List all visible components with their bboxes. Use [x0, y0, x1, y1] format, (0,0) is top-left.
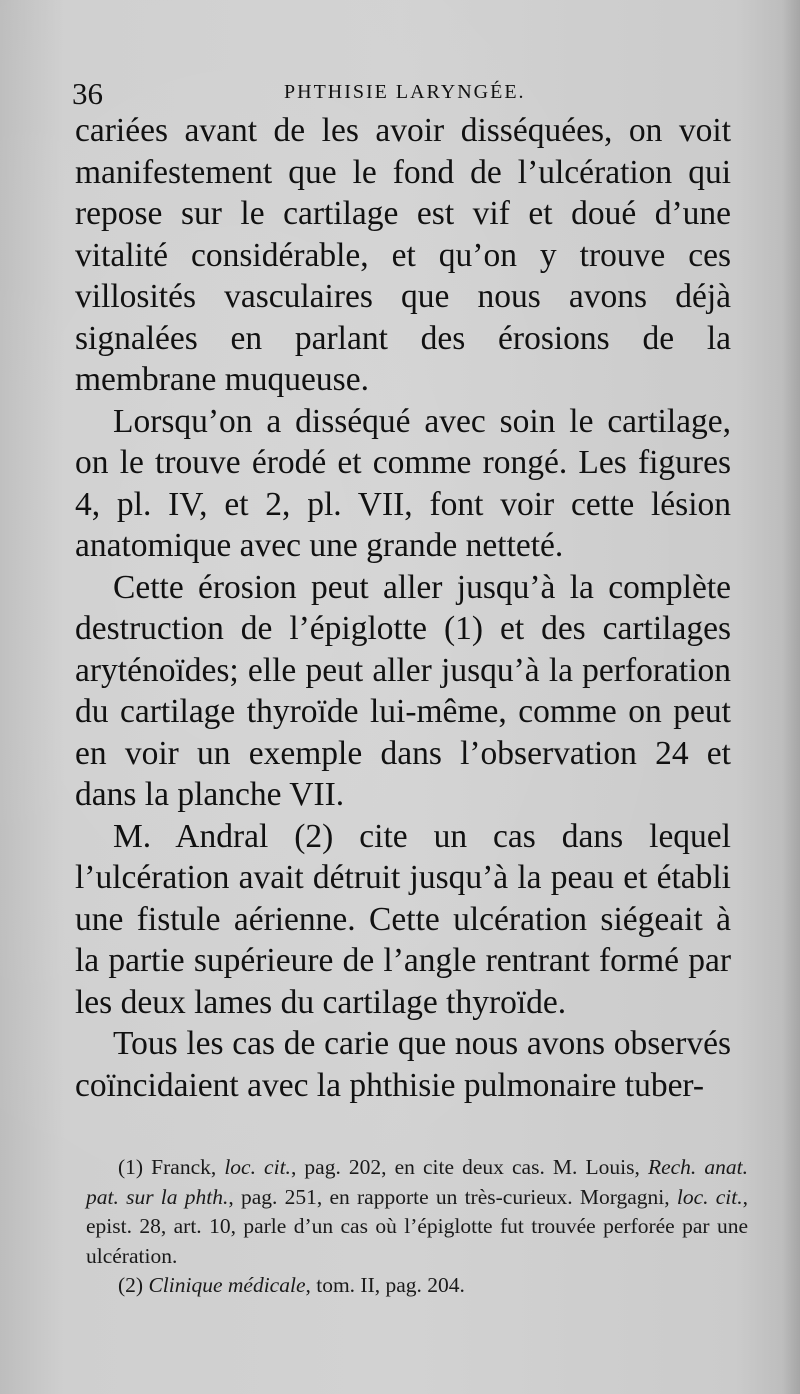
- footnote-text: (1) Franck,: [118, 1155, 225, 1179]
- page-edge-shadow: [782, 0, 800, 1394]
- page-number: 36: [72, 76, 103, 111]
- paragraph-continuation: cariées avant de les avoir disséquées, on voit manifestement que le fond de l’ulcération qui repose sur le cartilage est vif et doué d’une vitalité considérable, et qu’on y trouve ces villosités vasculaires que nous avons déjà signalées en parlant des érosions de la membrane muqueuse.: [75, 112, 731, 398]
- paragraph: Tous les cas de carie que nous avons observés coïncidaient avec la phthisie pulmonaire tuber-: [75, 1025, 731, 1104]
- footnotes: [86, 1153, 748, 1301]
- footnote-text: , tom. II, pag. 204.: [305, 1273, 465, 1297]
- footnote-1: [86, 1153, 748, 1271]
- running-head: [72, 76, 732, 112]
- footnote-text: (2): [118, 1273, 149, 1297]
- body-text: [75, 110, 731, 1106]
- paragraph: Lorsqu’on a disséqué avec soin le cartilage, on le trouve érodé et comme rongé. Les figures 4, pl. IV, et 2, pl. VII, font voir cette lésion anatomique avec une grande netteté.: [75, 402, 731, 564]
- paragraph: Cette érosion peut aller jusqu’à la complète destruction de l’épiglotte (1) et des cartilages aryténoïdes; elle peut aller jusqu’à la perforation du cartilage thyroïde lui-même, comme on peut en voir un exemple dans l’observation 24 et dans la planche VII.: [75, 568, 731, 813]
- footnote-citation: Rech. anat. pat. sur la phth.: [86, 1155, 748, 1209]
- footnote-text: , epist. 28, art. 10, parle d’un cas où l’épiglotte fut trouvée perforée par une ulcération.: [86, 1184, 749, 1268]
- footnote-text: , pag. 202, en cite deux cas. M. Louis,: [290, 1155, 648, 1179]
- paragraph: M. Andral (2) cite un cas dans lequel l’ulcération avait détruit jusqu’à la peau et établi une fistule aérienne. Cette ulcération siégeait à la partie supérieure de l’angle rentrant formé par les deux lames du cartilage thyroïde.: [75, 817, 731, 1021]
- footnote-2: [86, 1271, 748, 1301]
- running-title: PHTHISIE LARYNGÉE.: [284, 81, 526, 103]
- footnote-citation: Clinique médicale: [148, 1273, 306, 1297]
- footnote-text: , pag. 251, en rapporte un très-curieux. Morgagni,: [228, 1184, 677, 1209]
- footnote-citation: loc. cit.: [676, 1184, 743, 1209]
- footnote-citation: loc. cit.: [224, 1155, 291, 1179]
